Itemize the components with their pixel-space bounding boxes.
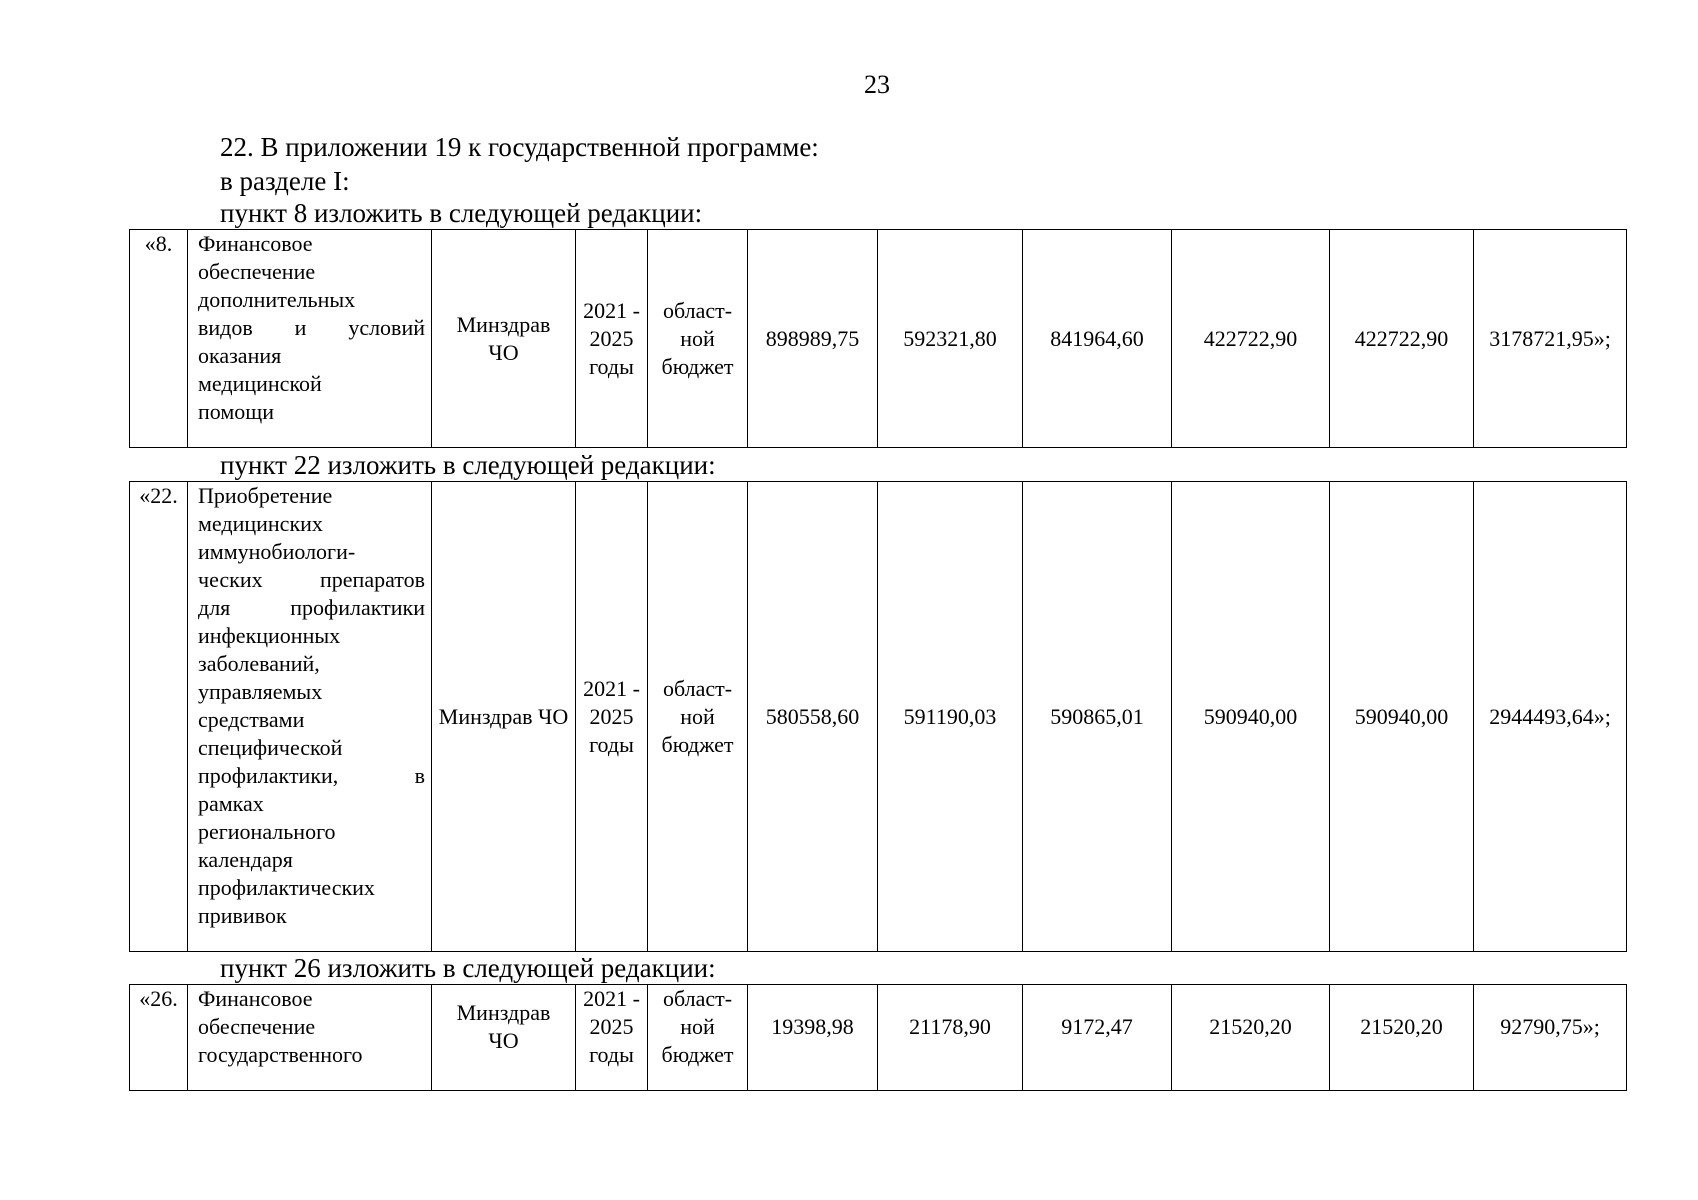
name-line: заболеваний, <box>198 651 320 676</box>
row-number: «26. <box>130 985 188 1091</box>
source-line: бюджет <box>661 353 734 379</box>
source-line: област- <box>662 986 733 1011</box>
period-line: 2025 <box>589 703 634 729</box>
name-line: медицинских <box>198 511 323 536</box>
measure-name <box>188 230 432 448</box>
value-cell: 592321,80 <box>878 230 1023 448</box>
value-cell: 9172,47 <box>1023 985 1172 1091</box>
value-cell: 21520,20 <box>1172 985 1330 1091</box>
name-line: обеспечение <box>198 259 316 284</box>
name-line: управляемых <box>198 679 323 704</box>
period-line: 2025 <box>589 325 634 351</box>
name-line: медицинской <box>198 371 322 396</box>
source-line: област- <box>662 297 733 323</box>
executor-line: Минздрав <box>456 1000 551 1025</box>
point-22-table <box>129 481 1627 952</box>
period-line: 2025 <box>589 1014 634 1039</box>
source-line: ной <box>680 325 715 351</box>
table-row <box>130 230 1627 448</box>
measure-name <box>188 482 432 952</box>
funding-source-cell <box>648 230 748 448</box>
source-line: ной <box>680 703 715 729</box>
period-cell <box>576 985 648 1091</box>
funding-source-cell <box>648 482 748 952</box>
executor-cell <box>432 230 576 448</box>
period-line: 2021 - <box>583 675 640 701</box>
value-cell: 580558,60 <box>748 482 878 952</box>
funding-source-cell <box>648 985 748 1091</box>
name-line: регионального <box>198 819 336 844</box>
source-line: област- <box>662 675 733 701</box>
name-line: средствами <box>198 707 305 732</box>
name-line: дополнительных <box>198 287 356 312</box>
name-line: профилактических <box>198 875 375 900</box>
section-reference: в разделе I: <box>220 166 350 196</box>
total-cell: 92790,75»; <box>1474 985 1627 1091</box>
name-line: рамках <box>198 791 264 816</box>
name-line: инфекционных <box>198 623 341 648</box>
value-cell: 422722,90 <box>1330 230 1474 448</box>
period-line: 2021 - <box>583 986 640 1011</box>
table-row <box>130 985 1627 1091</box>
executor-line: Минздрав ЧО <box>438 703 569 729</box>
name-line: Приобретение <box>198 483 333 508</box>
value-cell: 590940,00 <box>1330 482 1474 952</box>
name-line: государственного <box>198 1042 363 1067</box>
name-line: ческих препаратов <box>198 567 425 592</box>
point-8-table <box>129 229 1627 448</box>
executor-line: ЧО <box>488 339 519 365</box>
period-line: 2021 - <box>583 297 640 323</box>
value-cell: 590940,00 <box>1172 482 1330 952</box>
period-line: годы <box>589 1042 634 1067</box>
point-8-instruction: пункт 8 изложить в следующей редакции: <box>220 198 703 228</box>
value-cell: 19398,98 <box>748 985 878 1091</box>
source-line: бюджет <box>661 731 734 757</box>
name-line: Финансовое <box>198 986 313 1011</box>
value-cell: 590865,01 <box>1023 482 1172 952</box>
row-number: «22. <box>130 482 188 952</box>
period-cell <box>576 230 648 448</box>
value-cell: 21178,90 <box>878 985 1023 1091</box>
page-number: 23 <box>864 70 890 99</box>
value-cell: 21520,20 <box>1330 985 1474 1091</box>
name-line: для профилактики <box>198 595 425 620</box>
name-line: обеспечение <box>198 1014 316 1039</box>
name-line: иммунобиологи- <box>198 539 356 564</box>
value-cell: 898989,75 <box>748 230 878 448</box>
name-line: специфической <box>198 735 343 760</box>
name-line: профилактики, в <box>198 763 425 788</box>
total-cell: 3178721,95»; <box>1474 230 1627 448</box>
measure-name <box>188 985 432 1091</box>
executor-cell <box>432 482 576 952</box>
value-cell: 591190,03 <box>878 482 1023 952</box>
point-26-table <box>129 984 1627 1091</box>
name-line: видов и условий <box>198 315 425 340</box>
name-line: прививок <box>198 903 287 928</box>
name-line: Финансовое <box>198 231 313 256</box>
value-cell: 422722,90 <box>1172 230 1330 448</box>
period-line: годы <box>589 353 634 379</box>
point-26-instruction: пункт 26 изложить в следующей редакции: <box>220 953 716 983</box>
name-line: оказания <box>198 343 282 368</box>
period-line: годы <box>589 731 634 757</box>
executor-cell <box>432 985 576 1091</box>
name-line: помощи <box>198 399 274 424</box>
amendment-heading: 22. В приложении 19 к государственной программе: <box>220 132 819 162</box>
point-22-instruction: пункт 22 изложить в следующей редакции: <box>220 450 716 480</box>
row-number: «8. <box>130 230 188 448</box>
source-line: ной <box>680 1014 715 1039</box>
executor-line: ЧО <box>488 1028 519 1053</box>
table-row <box>130 482 1627 952</box>
period-cell <box>576 482 648 952</box>
executor-line: Минздрав <box>456 311 551 337</box>
name-line: календаря <box>198 847 293 872</box>
total-cell: 2944493,64»; <box>1474 482 1627 952</box>
value-cell: 841964,60 <box>1023 230 1172 448</box>
source-line: бюджет <box>661 1042 734 1067</box>
